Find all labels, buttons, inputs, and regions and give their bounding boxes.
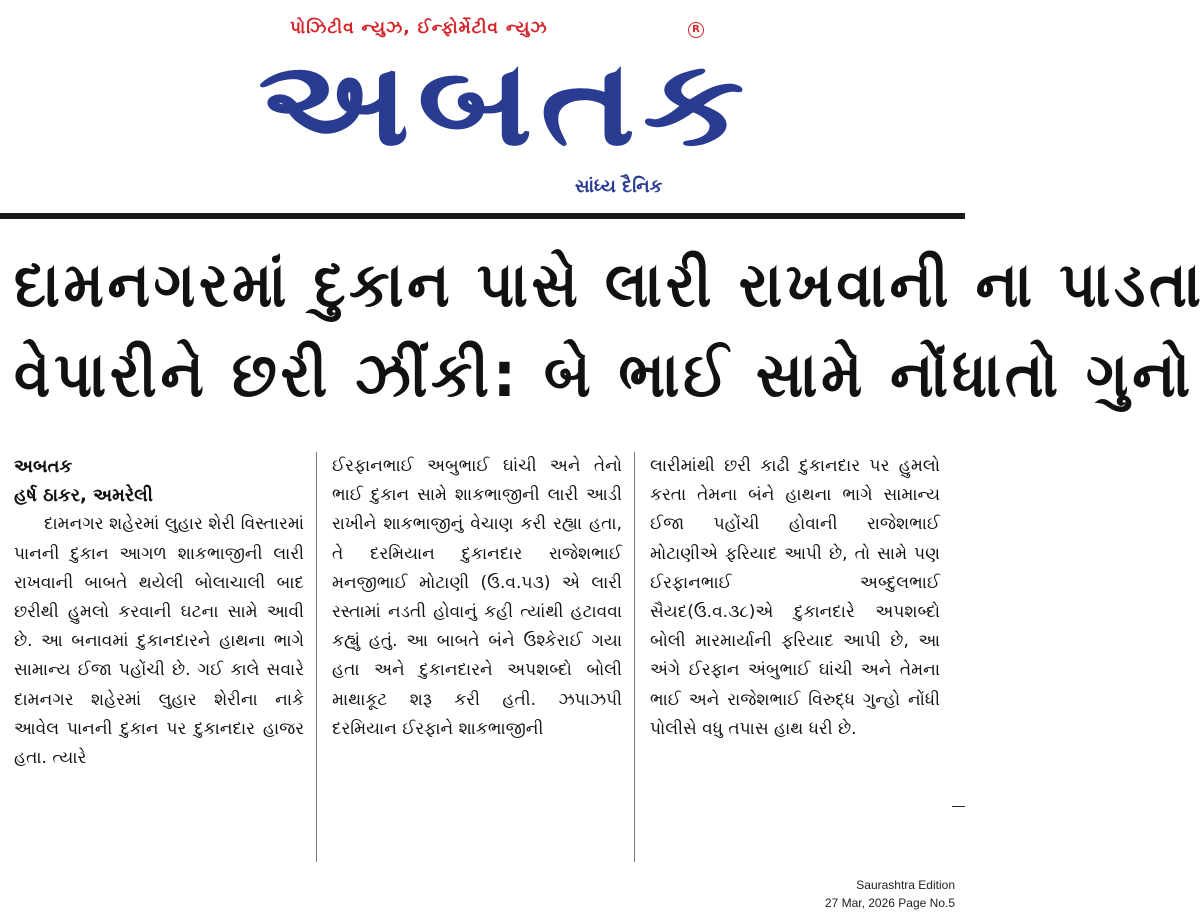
- byline-author: હર્ષ ઠાકર, અમરેલી: [14, 485, 153, 507]
- article-headline: [14, 240, 1204, 420]
- masthead: [0, 0, 965, 215]
- masthead-divider: [0, 213, 965, 219]
- article-body-col2: ઈરફાનભાઈ અબુભાઈ ઘાંચી અને તેનો ભાઈ દુકાન સામે શાકભાજીની લારી આડી રાખીને શાકભાજીનું વેચાણ કરી રહ્યા હતા, તે દરમિયાન દુકાનદાર રાજેશભાઈ મનજીભાઈ મોટાણી (ઉ.વ.૫૩) એ લારી રસ્તામાં નડતી હોવાનું કહી ત્યાંથી હટાવવા કહ્યું હતું. આ બાબતે બંને ઉશ્કેરાઈ ગયા હતા અને દુકાનદારને અપશબ્દો બોલી માથાકૂટ શરૂ કરી હતી. ઝપાઝપી દરમિયાન ઈરફાને શાકભાજીની: [332, 456, 622, 739]
- article-body-col3: લારીમાંથી છરી કાઢી દુકાનદાર પર હુમલો કરતા તેમના બંને હાથના ભાગે સામાન્ય ઈજા પહોંચી હોવાની રાજેશભાઈ મોટાણીએ ફરિયાદ આપી છે, તો સામે પણ ઈરફાનભાઈ અબ્દુલભાઈ સૈયદ(ઉ.વ.૩૮)એ દુકાનદારે અપશબ્દો બોલી મારમાર્યાની ફરિયાદ આપી છે, આ અંગે ઈરફાન અંબુભાઈ ઘાંચી અને તેમના ભાઈ અને રાજેશભાઈ વિરુદ્ધ ગુન્હો નોંધી પોલીસે વધુ તપાસ હાથ ધરી છે.: [650, 456, 940, 739]
- edition-label: સાંધ્ય દૈનિક: [575, 176, 663, 197]
- article-column-3: [650, 452, 940, 744]
- byline-source: અબતક: [14, 456, 73, 477]
- column-divider: [316, 452, 317, 862]
- article-body-col1: દામનગર શહેરમાં લુહાર શેરી વિસ્તારમાં પાનની દુકાન આગળ શાકભાજીની લારી રાખવાની બાબતે થયેલી બોલાચાલી બાદ છરીથી હુમલો કરવાની ઘટના સામે આવી છે. આ બનાવમાં દુકાનદારને હાથના ભાગે સામાન્ય ઈજા પહોંચી છે. ગઈ કાલે સવારે દામનગર શહેરમાં લુહાર શેરીના નાકે આવેલ પાનની દુકાન પર દુકાનદાર હાજર હતા. ત્યારે: [14, 514, 304, 769]
- registered-mark-icon: R: [688, 22, 704, 38]
- article-column-2: [332, 452, 622, 744]
- headline-line-2: વેપારીને છરી ઝીંકી: બે ભાઈ સામે નોંધાતો ગુનો: [14, 338, 1194, 411]
- column-divider: [634, 452, 635, 862]
- masthead-tagline: પોઝિટીવ ન્યુઝ, ઈન્ફોર્મેટીવ ન્યુઝ: [290, 18, 548, 38]
- page-footer: [825, 876, 955, 912]
- margin-tick: [952, 806, 965, 807]
- newspaper-logo: અબતક: [258, 34, 752, 172]
- headline-line-1: દામનગરમાં દુકાન પાસે લારી રાખવાની ના પાડતા: [14, 248, 1204, 321]
- footer-date-page: 27 Mar, 2026 Page No.5: [824, 896, 955, 910]
- article-column-1: [14, 452, 304, 773]
- footer-edition: Saurashtra Edition: [856, 878, 955, 892]
